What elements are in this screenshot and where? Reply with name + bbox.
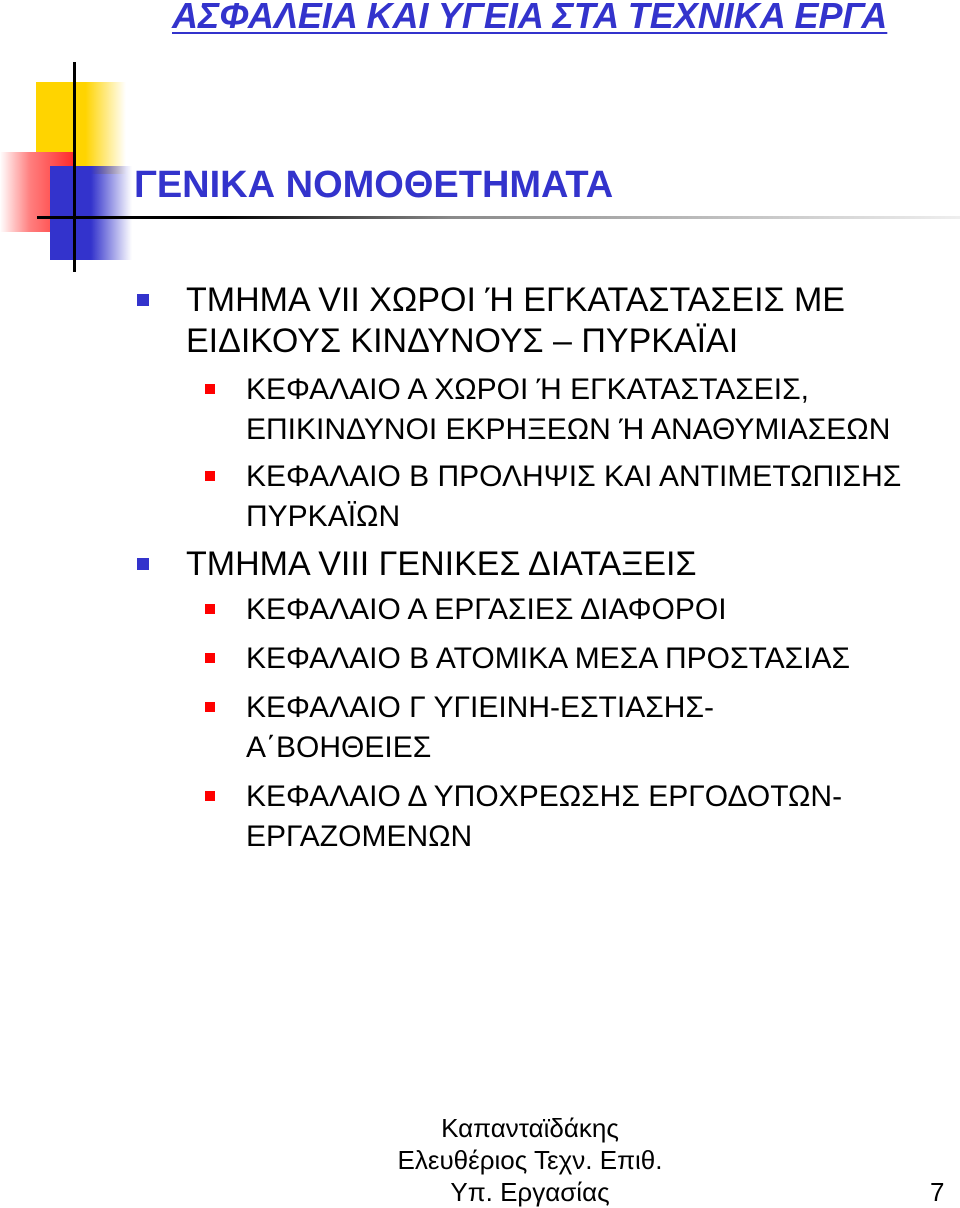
list-item-text: ΚΕΦΑΛΑΙΟ Β ΠΡΟΛΗΨΙΣ ΚΑΙ ΑΝΤΙΜΕΤΩΠΙΣΗΣ ΠΥΡΚΑΪΩΝ: [246, 460, 902, 533]
list-item: [0, 544, 946, 585]
bullet-list: [0, 280, 960, 857]
footer-author: [380, 1112, 680, 1208]
list-item-text: ΚΕΦΑΛΑΙΟ Β ΑΤΟΜΙΚΑ ΜΕΣΑ ΠΡΟΣΤΑΣΙΑΣ: [246, 642, 851, 675]
list-item: [0, 370, 946, 450]
list-item: [0, 457, 946, 537]
red-square-bullet-icon: [205, 791, 215, 801]
blue-square-bullet-icon: [137, 558, 149, 570]
title-divider-line: [37, 216, 960, 219]
list-item: [0, 777, 946, 857]
list-item-text: ΤΜΗΜΑ VII ΧΩΡΟΙ Ή ΕΓΚΑΤΑΣΤΑΣΕΙΣ ΜΕ ΕΙΔΙΚΟΥΣ ΚΙΝΔΥΝΟΥΣ – ΠΥΡΚΑΪΑΙ: [186, 281, 845, 360]
blue-square-bullet-icon: [137, 294, 149, 306]
list-item: [0, 688, 806, 768]
footer-author-ministry: Υπ. Εργασίας: [450, 1177, 610, 1207]
red-square-bullet-icon: [205, 653, 215, 663]
red-square-bullet-icon: [205, 604, 215, 614]
list-item: [0, 280, 946, 362]
list-item-text: ΚΕΦΑΛΑΙΟ Δ ΥΠΟΧΡΕΩΣΗΣ ΕΡΓΟΔΟΤΩΝ-ΕΡΓΑΖΟΜΕΝΩΝ: [246, 780, 843, 853]
list-item-text: ΚΕΦΑΛΑΙΟ Γ ΥΓΙΕΙΝΗ-ΕΣΤΙΑΣΗΣ-Α΄ΒΟΗΘΕΙΕΣ: [246, 691, 714, 764]
red-square-bullet-icon: [205, 471, 215, 481]
list-item-text: ΚΕΦΑΛΑΙΟ Α ΕΡΓΑΣΙΕΣ ΔΙΑΦΟΡΟΙ: [246, 593, 727, 626]
red-square-bullet-icon: [205, 702, 215, 712]
page-number: 7: [930, 1177, 945, 1207]
decorative-blue-square: [50, 166, 132, 260]
list-item-text: ΤΜΗΜΑ VIII ΓΕΝΙΚΕΣ ΔΙΑΤΑΞΕΙΣ: [186, 545, 697, 583]
decorative-vertical-line: [73, 62, 76, 272]
header-title: ΑΣΦΑΛΕΙΑ ΚΑΙ ΥΓΕΙΑ ΣΤΑ ΤΕΧΝΙΚΑ ΕΡΓΑ: [172, 0, 888, 36]
list-item-text: ΚΕΦΑΛΑΙΟ Α ΧΩΡΟΙ Ή ΕΓΚΑΤΑΣΤΑΣΕΙΣ, ΕΠΙΚΙΝΔΥΝΟΙ ΕΚΡΗΞΕΩΝ Ή ΑΝΑΘΥΜΙΑΣΕΩΝ: [246, 373, 891, 446]
list-item: [0, 639, 946, 679]
list-item: [0, 590, 946, 630]
footer-author-role: Ελευθέριος Τεχν. Επιθ.: [397, 1145, 663, 1175]
red-square-bullet-icon: [205, 384, 215, 394]
footer-author-name: Καπανταϊδάκης: [441, 1113, 619, 1143]
slide-title: ΓΕΝΙΚΑ ΝΟΜΟΘΕΤΗΜΑΤΑ: [134, 164, 614, 206]
